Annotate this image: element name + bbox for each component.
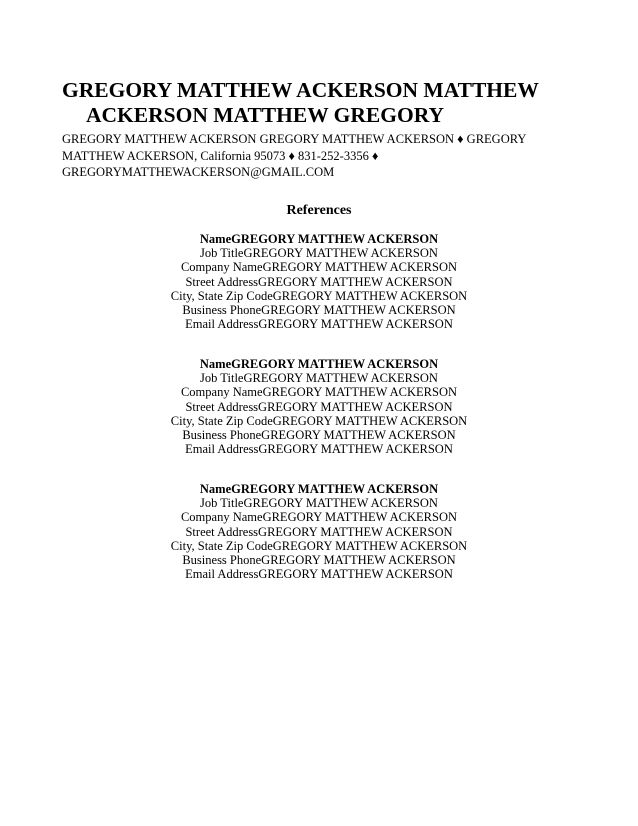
reference-email: Email AddressGREGORY MATTHEW ACKERSON <box>185 567 453 582</box>
reference-name: NameGREGORY MATTHEW ACKERSON <box>199 482 439 496</box>
reference-job-title: Job TitleGREGORY MATTHEW ACKERSON <box>200 496 438 511</box>
reference-city-state-zip: City, State Zip CodeGREGORY MATTHEW ACKERSON <box>170 413 468 428</box>
reference-job-title: Job TitleGREGORY MATTHEW ACKERSON <box>200 246 438 261</box>
reference-company: Company NameGREGORY MATTHEW ACKERSON <box>180 510 458 525</box>
candidate-name: GREGORY MATTHEW ACKERSON MATTHEW ACKERSON MATTHEW GREGORY <box>62 78 539 127</box>
reference-name: NameGREGORY MATTHEW ACKERSON <box>199 357 439 371</box>
reference-entry-3 <box>0 482 638 581</box>
reference-email: Email AddressGREGORY MATTHEW ACKERSON <box>185 442 453 457</box>
reference-street: Street AddressGREGORY MATTHEW ACKERSON <box>185 399 453 414</box>
reference-company: Company NameGREGORY MATTHEW ACKERSON <box>180 260 458 275</box>
reference-street: Street AddressGREGORY MATTHEW ACKERSON <box>185 524 453 539</box>
reference-city-state-zip: City, State Zip CodeGREGORY MATTHEW ACKERSON <box>170 538 468 553</box>
reference-phone: Business PhoneGREGORY MATTHEW ACKERSON <box>182 303 456 318</box>
reference-job-title: Job TitleGREGORY MATTHEW ACKERSON <box>200 371 438 386</box>
reference-phone: Business PhoneGREGORY MATTHEW ACKERSON <box>182 553 456 568</box>
reference-name: NameGREGORY MATTHEW ACKERSON <box>199 232 439 246</box>
reference-phone: Business PhoneGREGORY MATTHEW ACKERSON <box>182 428 456 443</box>
reference-entry-2 <box>0 357 638 456</box>
reference-company: Company NameGREGORY MATTHEW ACKERSON <box>180 385 458 400</box>
reference-street: Street AddressGREGORY MATTHEW ACKERSON <box>185 274 453 289</box>
reference-city-state-zip: City, State Zip CodeGREGORY MATTHEW ACKERSON <box>170 288 468 303</box>
references-title: References <box>286 203 352 218</box>
reference-entry-1 <box>0 232 638 331</box>
reference-email: Email AddressGREGORY MATTHEW ACKERSON <box>185 317 453 332</box>
contact-info: GREGORY MATTHEW ACKERSON GREGORY MATTHEW ACKERSON ♦ GREGORY MATTHEW ACKERSON, California 95073 ♦ 831-252-3356 ♦ GREGORYMATTHEWACKERSON@GMAIL.COM <box>62 132 526 179</box>
